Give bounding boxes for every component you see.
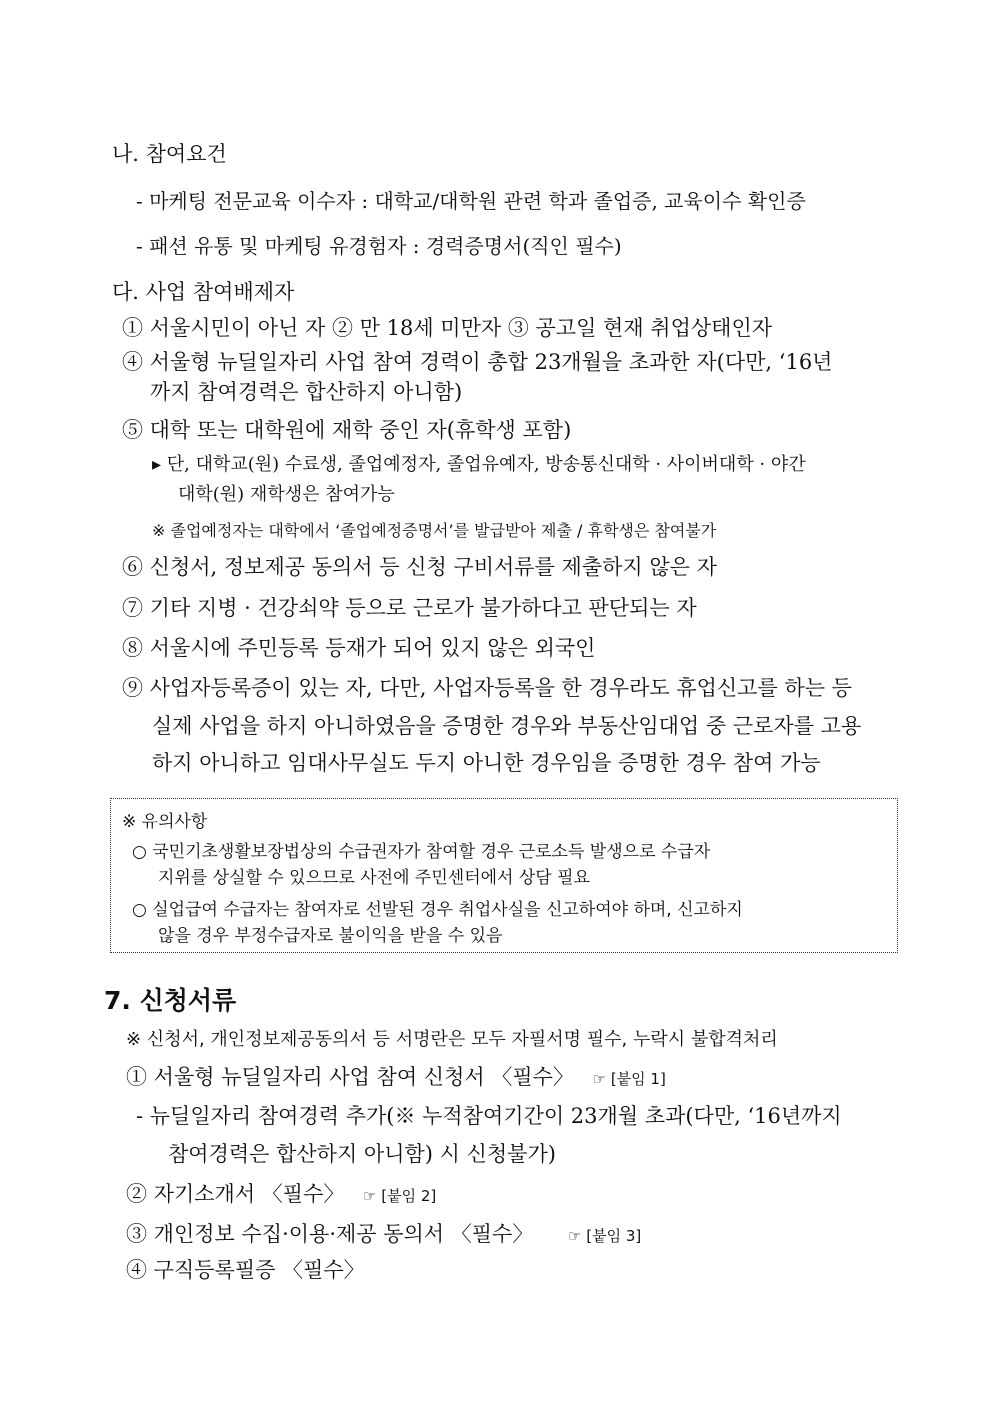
exclusion-items-1-3: ① 서울시민이 아닌 자 ② 만 18세 미만자 ③ 공고일 현재 취업상태인자	[122, 316, 773, 340]
section-7-heading: 7. 신청서류	[104, 986, 237, 1015]
document-1-sub-line1: - 뉴딜일자리 참여경력 추가(※ 누적참여기간이 23개월 초과(다만, ‘16년까지	[136, 1104, 842, 1128]
exclusion-item-7: ⑦ 기타 지병 · 건강쇠약 등으로 근로가 불가하다고 판단되는 자	[122, 596, 697, 620]
document-3-label: ③ 개인정보 수집·이용·제공 동의서 〈필수〉	[126, 1222, 534, 1246]
document-2	[126, 1180, 436, 1210]
exclusion-item-9-line2: 실제 사업을 하지 아니하였음을 증명한 경우와 부동산임대업 중 근로자를 고용	[152, 714, 862, 738]
notice-item-2-line1: ○ 실업급여 수급자는 참여자로 선발된 경우 취업사실을 신고하여야 하며, 신고하지	[132, 900, 743, 920]
notice-title: ※ 유의사항	[122, 812, 208, 832]
document-3-attachment-ref: ☞ [붙임 3]	[568, 1227, 642, 1245]
exclusion-item-5-sub-line1: ▸ 단, 대학교(원) 수료생, 졸업예정자, 졸업유예자, 방송통신대학 · 사이버대학 · 야간	[152, 454, 806, 475]
section-na-heading: 나. 참여요건	[112, 142, 227, 166]
section-da-heading: 다. 사업 참여배제자	[112, 280, 295, 304]
document-4: ④ 구직등록필증 〈필수〉	[126, 1258, 365, 1282]
exclusion-item-9-line3: 하지 아니하고 임대사무실도 두지 아니한 경우임을 증명한 경우 참여 가능	[152, 751, 821, 775]
document-1	[126, 1063, 666, 1093]
document-1-sub-line2: 참여경력은 합산하지 아니함) 시 신청불가)	[168, 1142, 556, 1166]
document-2-label: ② 자기소개서 〈필수〉	[126, 1182, 345, 1206]
exclusion-item-5-sub-line2: 대학(원) 재학생은 참여가능	[178, 484, 395, 505]
requirement-item-1: - 마케팅 전문교육 이수자 : 대학교/대학원 관련 학과 졸업증, 교육이수 확인증	[136, 189, 806, 213]
exclusion-item-5: ⑤ 대학 또는 대학원에 재학 중인 자(휴학생 포함)	[122, 418, 572, 442]
section-7-note: ※ 신청서, 개인정보제공동의서 등 서명란은 모두 자필서명 필수, 누락시 불합격처리	[126, 1029, 778, 1050]
notice-item-2-line2: 않을 경우 부정수급자로 불이익을 받을 수 있음	[158, 926, 503, 946]
notice-item-1-line1: ○ 국민기초생활보장법상의 수급권자가 참여할 경우 근로소득 발생으로 수급자	[132, 842, 711, 862]
notice-item-1-line2: 지위를 상실할 수 있으므로 사전에 주민센터에서 상담 필요	[158, 868, 590, 888]
exclusion-item-4-line1: ④ 서울형 뉴딜일자리 사업 참여 경력이 총합 23개월을 초과한 자(다만, ‘16년	[122, 350, 833, 374]
exclusion-item-8: ⑧ 서울시에 주민등록 등재가 되어 있지 않은 외국인	[122, 636, 596, 660]
exclusion-item-6: ⑥ 신청서, 정보제공 동의서 등 신청 구비서류를 제출하지 않은 자	[122, 555, 717, 579]
requirement-item-2: - 패션 유통 및 마케팅 유경험자 : 경력증명서(직인 필수)	[136, 234, 622, 258]
document-3	[126, 1220, 641, 1250]
exclusion-item-4-line2: 까지 참여경력은 합산하지 아니함)	[150, 380, 463, 404]
exclusion-item-5-note: ※ 졸업예정자는 대학에서 ‘졸업예정증명서’를 발급받아 제출 / 휴학생은 참여불가	[152, 521, 717, 540]
document-1-label: ① 서울형 뉴딜일자리 사업 참여 신청서 〈필수〉	[126, 1065, 574, 1089]
document-1-attachment-ref: ☞ [붙임 1]	[592, 1070, 666, 1088]
document-2-attachment-ref: ☞ [붙임 2]	[363, 1187, 437, 1205]
exclusion-item-9-line1: ⑨ 사업자등록증이 있는 자, 다만, 사업자등록을 한 경우라도 휴업신고를 하는 등	[122, 676, 852, 700]
